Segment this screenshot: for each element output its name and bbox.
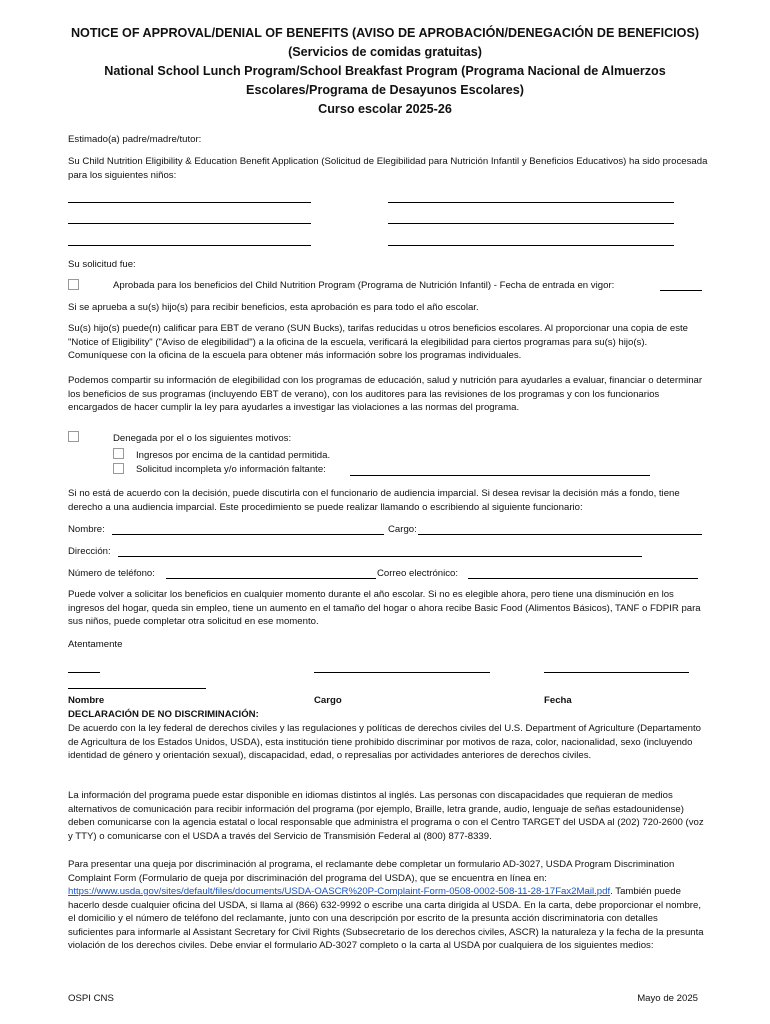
effective-date-line[interactable] bbox=[660, 290, 702, 291]
official-email-line[interactable] bbox=[468, 578, 698, 579]
reason-income-checkbox[interactable] bbox=[113, 448, 124, 459]
nondiscrimination-p1: De acuerdo con la ley federal de derechos civiles y las regulaciones y políticas de derechos civiles del U.S. Department of Agriculture (Departamento de Agricultura de los Estados Unidos, USDA), esta institución tiene prohibido discriminar por motivos de raza, color, nacionalidad, sexo (incluyendo identidad de género y orientación sexual), discapacidad, edad, o represalias por actividades anteriores de derechos civiles. bbox=[68, 723, 701, 761]
denied-checkbox[interactable] bbox=[68, 431, 79, 442]
signature-title-line[interactable] bbox=[314, 672, 490, 673]
official-address-line[interactable] bbox=[118, 556, 642, 557]
address-field-label: Dirección: bbox=[68, 546, 111, 557]
reason-incomplete-label: Solicitud incompleta y/o información faltante: bbox=[136, 464, 326, 475]
official-phone-line[interactable] bbox=[166, 578, 376, 579]
document-title bbox=[40, 24, 730, 119]
child-name-line[interactable] bbox=[388, 223, 674, 224]
complaint-intro: Para presentar una queja por discriminación al programa, el reclamante debe completar un formulario AD-3027, USDA Program Discrimination Complaint Form (Formulario de queja por discriminación del programa del USDA), que se encuentra en línea en: bbox=[68, 859, 675, 884]
signature-name-line[interactable] bbox=[68, 688, 206, 689]
data-sharing-text: Podemos compartir su información de elegibilidad con los programas de educación, salud y nutrición para ayudarles a evaluar, financiar o determinar los beneficios de sus programas (incluyendo EBT de verano), con los auditores para las revisiones de los programas y con los funcionarios encargados de hacer cumplir la ley para ayudarles a investigar las violaciones a las normas del programa. bbox=[68, 375, 703, 413]
status-label: Su solicitud fue: bbox=[68, 259, 136, 270]
email-field-label: Correo electrónico: bbox=[377, 568, 459, 579]
signature-name-label: Nombre bbox=[68, 695, 105, 706]
signature-title-label: Cargo bbox=[314, 695, 342, 706]
title-line-3: National School Lunch Program/School Breakfast Program (Programa Nacional de Almuerzos bbox=[104, 64, 666, 78]
footer-right: Mayo de 2025 bbox=[637, 993, 698, 1004]
complaint-text: Para presentar una queja por discriminación al programa, el reclamante debe completar un formulario AD-3027, USDA Program Discrimination Complaint Form (Formulario de queja por discriminación del programa del USDA), que se encuentra en línea en: https://www.usda.gov/sites/default/files/documents/USDA-OASCR%20P-Complaint-Form-0508-0002-508-11-28-17Fax2Mail.pdf. También puede hacerlo desde cualquier oficina del USDA, si llama al (866) 632-9992 o escribe una carta dirigida al USDA. En la carta, debe proporcionar el nombre, el domicilio y el número de teléfono del reclamante, junto con una descripción por escrito de la presunta acción discriminatoria con detalles suficientes para informarle al Assistant Secretary for Civil Rights (Subsecretario de los derechos civiles, ASCR) la naturaleza y la fecha de la presunta violación de los derechos civiles. Debe enviar el formulario AD-3027 completo o la carta al USDA por cualquiera de los siguientes medios: bbox=[68, 859, 704, 951]
nondiscrimination-p2: La información del programa puede estar disponible en idiomas distintos al inglés. Las personas con discapacidades que requieran de medios alternativos de comunicación para recibir información del programa (por ejemplo, Braille, letra grande, audio, lenguaje de señas estadounidense) deben comunicarse con la agencia estatal o local responsable que administra el programa o con el Centro TARGET del USDA al (202) 720-2600 (voz y TTY) o comunicarse con el USDA a través del Servicio de Transmisión Federal al (800) 877-8339. bbox=[68, 790, 704, 842]
nondiscrimination-heading: DECLARACIÓN DE NO DISCRIMINACIÓN: bbox=[68, 709, 259, 720]
approved-checkbox[interactable] bbox=[68, 279, 79, 290]
reason-incomplete-checkbox[interactable] bbox=[113, 463, 124, 474]
child-name-line[interactable] bbox=[388, 202, 674, 203]
closing-text: Atentamente bbox=[68, 639, 123, 650]
official-title-line[interactable] bbox=[418, 534, 702, 535]
approval-programs-text: Su(s) hijo(s) puede(n) calificar para EBT de verano (SUN Bucks), tarifas reducidas u otros beneficios escolares. Al proporcionar una copia de este "Notice of Eligibility" ("Aviso de elegibilidad") a la oficina de la escuela, verificará la elegibilidad para ciertos programas para su(s) hijo(s). Comuníquese con la oficina de la escuela para obtener más información sobre los programas individuales. bbox=[68, 323, 688, 361]
child-name-line[interactable] bbox=[68, 223, 311, 224]
title-line-5: Curso escolar 2025-26 bbox=[318, 102, 452, 116]
appeal-text: Si no está de acuerdo con la decisión, puede discutirla con el funcionario de audiencia imparcial. Si desea revisar la decisión más a fondo, tiene derecho a una audiencia imparcial. Este procedimiento se puede realizar llamando o escribiendo al siguiente funcionario: bbox=[68, 488, 680, 513]
intro-text: Su Child Nutrition Eligibility & Education Benefit Application (Solicitud de Elegibilidad para Nutrición Infantil y Beneficios Educativos) ha sido procesada para los siguientes niños: bbox=[68, 156, 708, 181]
child-name-line[interactable] bbox=[388, 245, 674, 246]
title-line-2: (Servicios de comidas gratuitas) bbox=[288, 45, 482, 59]
signature-line[interactable] bbox=[68, 672, 100, 673]
child-name-line[interactable] bbox=[68, 245, 311, 246]
denied-label: Denegada por el o los siguientes motivos: bbox=[113, 433, 292, 444]
title-field-label: Cargo: bbox=[388, 524, 417, 535]
footer-left: OSPI CNS bbox=[68, 993, 114, 1004]
complaint-form-link[interactable]: https://www.usda.gov/sites/default/files/documents/USDA-OASCR%20P-Complaint-Form-0508-0002-508-11-28-17Fax2Mail.pdf bbox=[68, 886, 611, 897]
title-line-1: NOTICE OF APPROVAL/DENIAL OF BENEFITS (AVISO DE APROBACIÓN/DENEGACIÓN DE BENEFICIOS) bbox=[70, 26, 700, 40]
official-name-line[interactable] bbox=[112, 534, 384, 535]
signature-date-label: Fecha bbox=[544, 695, 572, 706]
complaint-details: También puede hacerlo desde cualquier oficina del USDA, si llama al (866) 632-9992 o escribe una carta dirigida al USDA. En la carta, debe proporcionar el nombre, el domicilio y el número de teléfono del reclamante, junto con una descripción por escrito de la presunta acción discriminatoria con detalles suficientes para informarle al Assistant Secretary for Civil Rights (Subsecretario de los derechos civiles, ASCR) la naturaleza y la fecha de la presunta violación de los derechos civiles. Debe enviar el formulario AD-3027 completo o la carta al USDA por cualquiera de los siguientes medios: bbox=[68, 886, 704, 951]
title-line-4: Escolares/Programa de Desayunos Escolares) bbox=[246, 83, 524, 97]
reason-income-label: Ingresos por encima de la cantidad permitida. bbox=[136, 450, 331, 461]
signature-date-line[interactable] bbox=[544, 672, 689, 673]
missing-info-line[interactable] bbox=[350, 475, 650, 476]
approved-label: Aprobada para los beneficios del Child Nutrition Program (Programa de Nutrición Infantil) - Fecha de entrada en vigor: bbox=[113, 280, 615, 291]
approval-note: Si se aprueba a su(s) hijo(s) para recibir beneficios, esta aprobación es para todo el año escolar. bbox=[68, 302, 479, 313]
reapply-text: Puede volver a solicitar los beneficios en cualquier momento durante el año escolar. Si no es elegible ahora, pero tiene una disminución en los ingresos del hogar, queda sin empleo, tiene un aumento en el tamaño del hogar o ahora recibe Basic Food (Alimentos Básicos), TANF o FDPIR para sus niños, puede completar otra solicitud en ese momento. bbox=[68, 589, 701, 627]
child-name-line[interactable] bbox=[68, 202, 311, 203]
phone-field-label: Número de teléfono: bbox=[68, 568, 155, 579]
greeting: Estimado(a) padre/madre/tutor: bbox=[68, 134, 202, 145]
name-field-label: Nombre: bbox=[68, 524, 105, 535]
